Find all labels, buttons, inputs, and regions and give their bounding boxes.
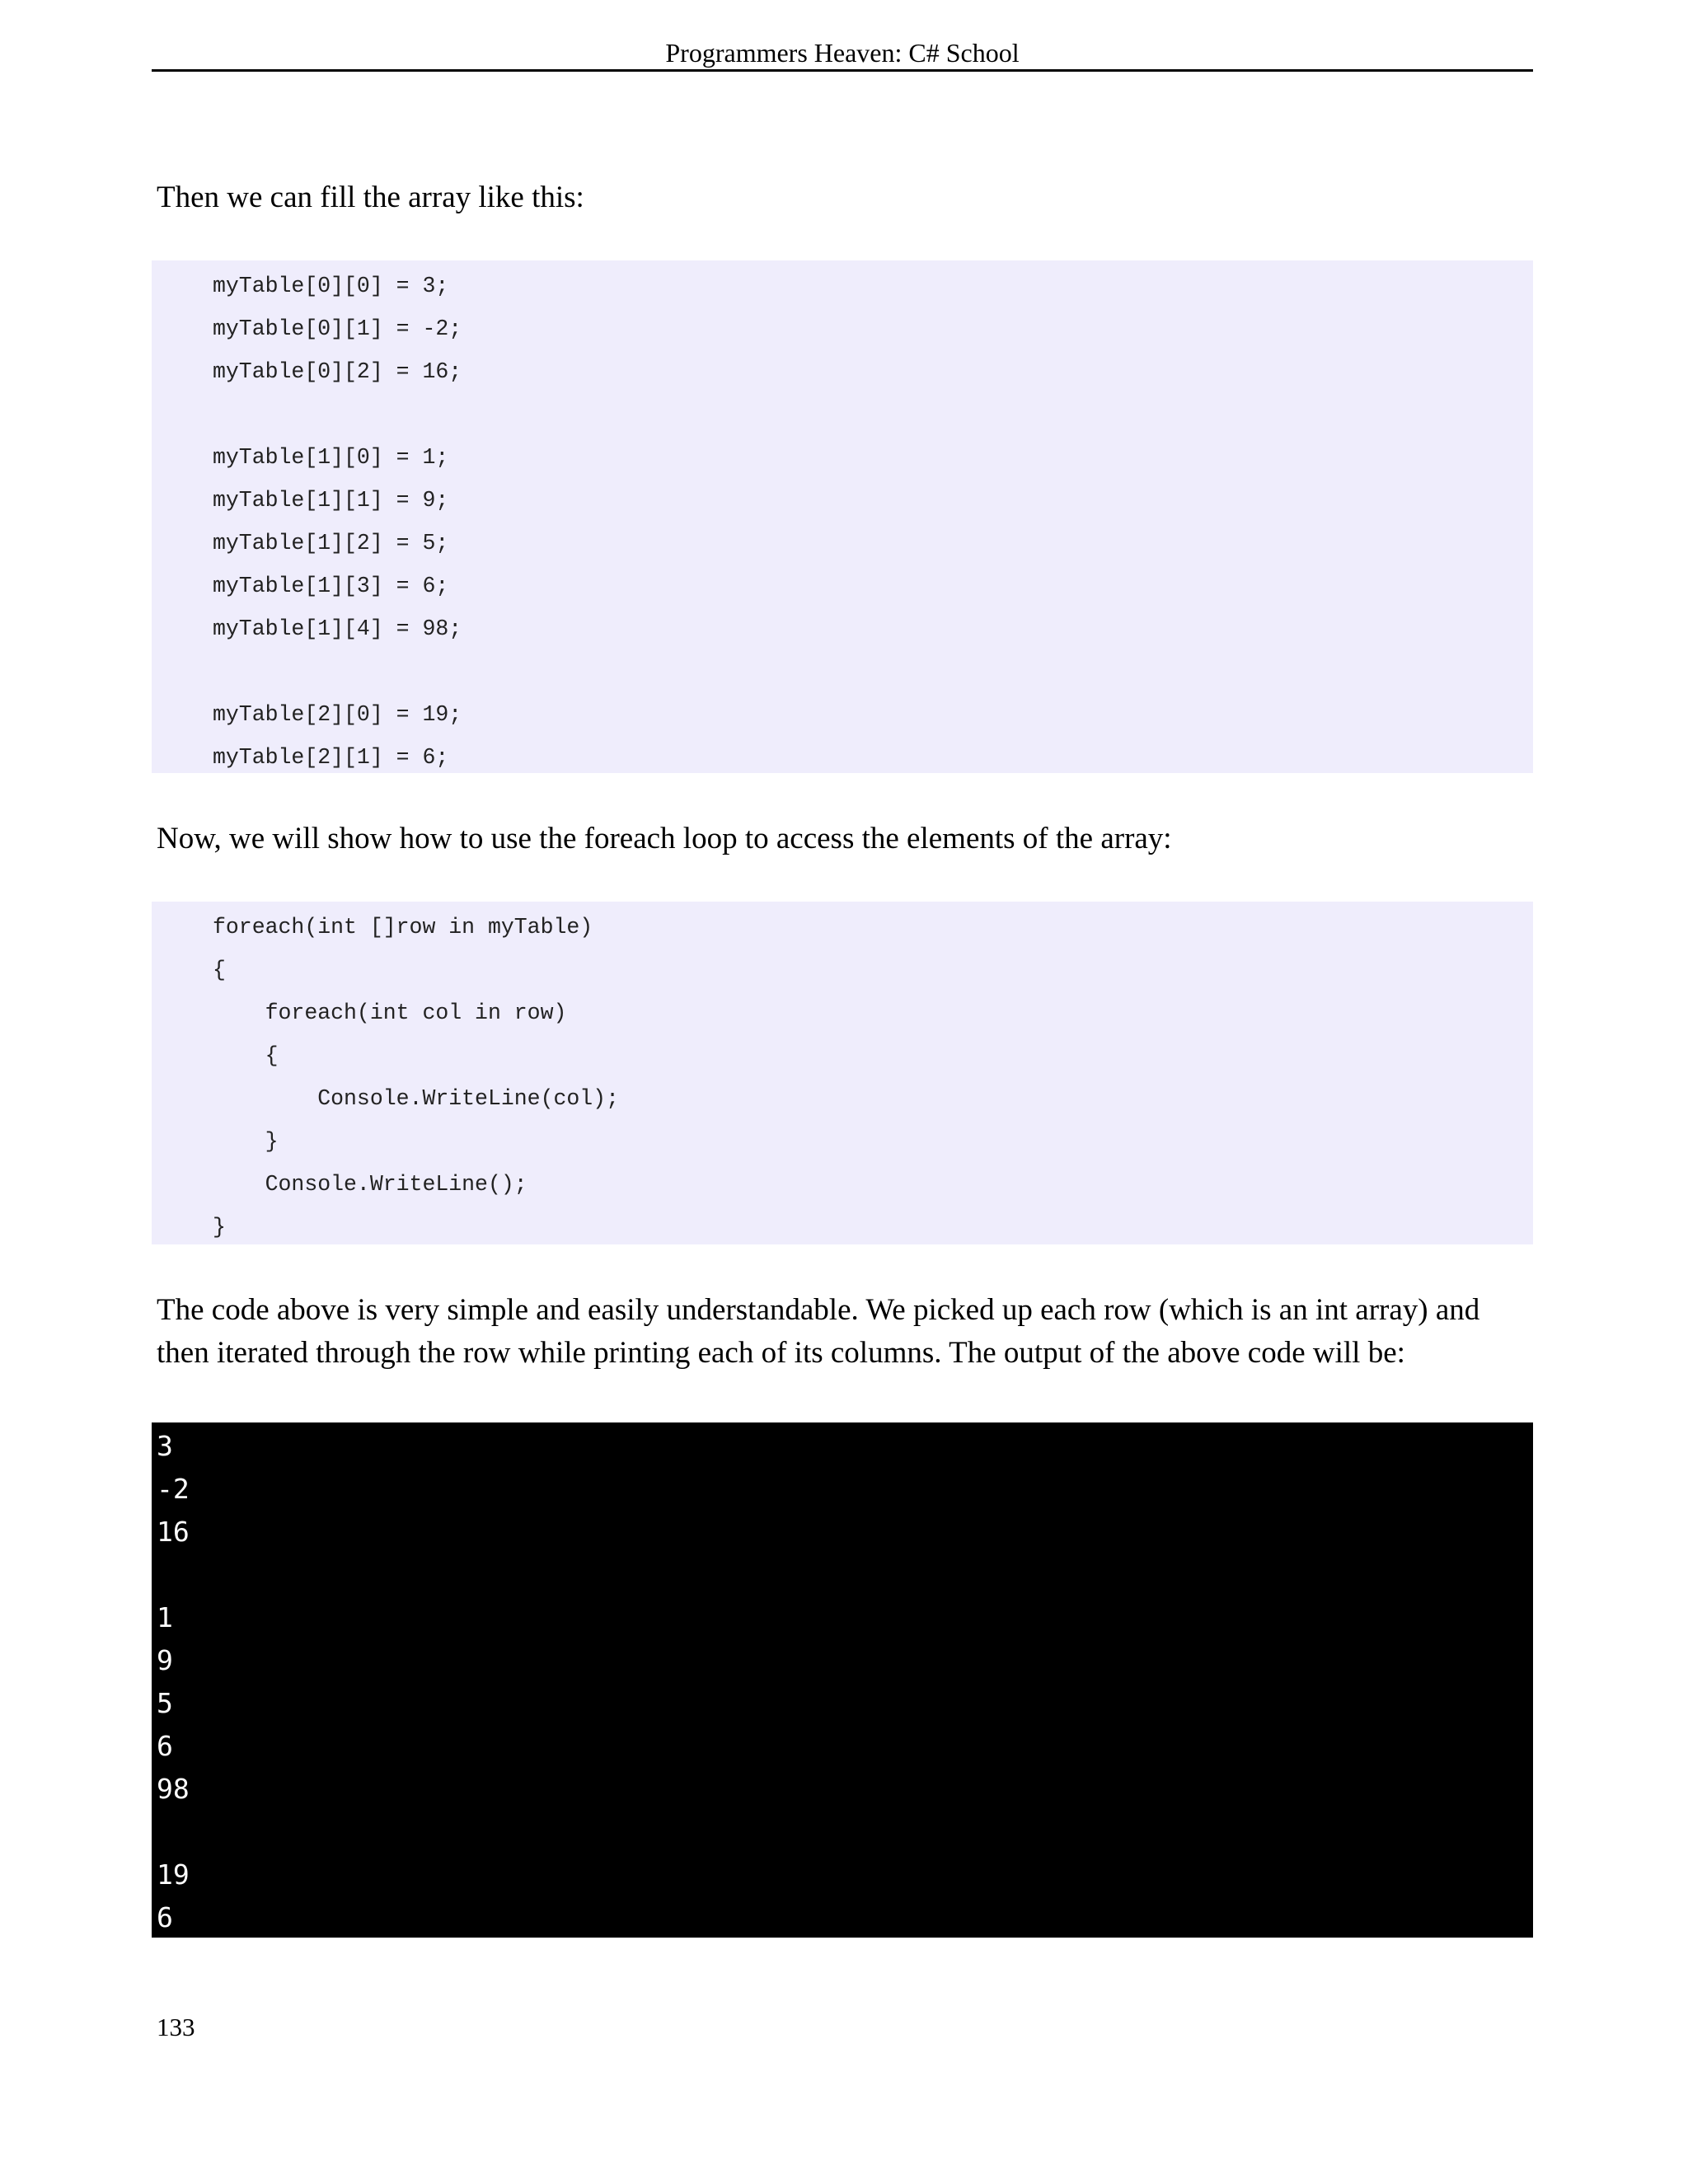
intro-paragraph: Then we can fill the array like this:	[157, 180, 584, 214]
code-line	[152, 650, 1533, 693]
console-line: 5	[157, 1687, 173, 1719]
running-header: Programmers Heaven: C# School	[665, 38, 1020, 68]
console-output	[152, 1422, 1533, 1938]
code-line: myTable[0][1] = -2;	[213, 316, 462, 341]
console-line: 6	[157, 1730, 173, 1762]
code-line: myTable[1][4] = 98;	[213, 616, 462, 641]
code-line: myTable[0][2] = 16;	[213, 359, 462, 384]
code-line: myTable[1][3] = 6;	[213, 574, 449, 598]
explanation-paragraph: The code above is very simple and easily understandable. We picked up each row (which is an int array) and then iterated through the row while printing each of its columns. The output of the above code will be:	[157, 1293, 1480, 1370]
foreach-code-block	[152, 902, 1533, 1244]
console-line: 3	[157, 1430, 173, 1462]
console-line	[152, 1811, 1533, 1854]
code-line: Console.WriteLine(col);	[213, 1086, 619, 1111]
code-line: {	[213, 1043, 279, 1068]
console-line: 98	[157, 1773, 190, 1805]
console-line	[152, 1554, 1533, 1596]
console-line: 19	[157, 1858, 190, 1891]
code-line: myTable[1][0] = 1;	[213, 445, 449, 470]
console-line: 6	[157, 1901, 173, 1933]
console-line: -2	[157, 1473, 190, 1505]
code-line: {	[213, 958, 226, 982]
code-line: myTable[2][1] = 6;	[213, 745, 449, 770]
code-line: myTable[2][0] = 19;	[213, 702, 462, 727]
code-line: myTable[0][0] = 3;	[213, 274, 449, 298]
code-line: myTable[1][2] = 5;	[213, 531, 449, 555]
console-line: 1	[157, 1601, 173, 1633]
code-line: myTable[1][1] = 9;	[213, 488, 449, 513]
console-line: 16	[157, 1516, 190, 1548]
page-number: 133	[157, 2013, 195, 2041]
console-line: 9	[157, 1644, 173, 1676]
code-line: foreach(int []row in myTable)	[213, 915, 593, 940]
foreach-intro-paragraph: Now, we will show how to use the foreach loop to access the elements of the array:	[157, 822, 1172, 855]
fill-array-code-block	[152, 260, 1533, 773]
code-line: }	[213, 1215, 226, 1240]
code-line	[152, 393, 1533, 436]
code-line: Console.WriteLine();	[213, 1172, 528, 1197]
code-line: }	[213, 1129, 279, 1154]
code-line: foreach(int col in row)	[213, 1001, 567, 1025]
header-rule	[152, 69, 1533, 72]
